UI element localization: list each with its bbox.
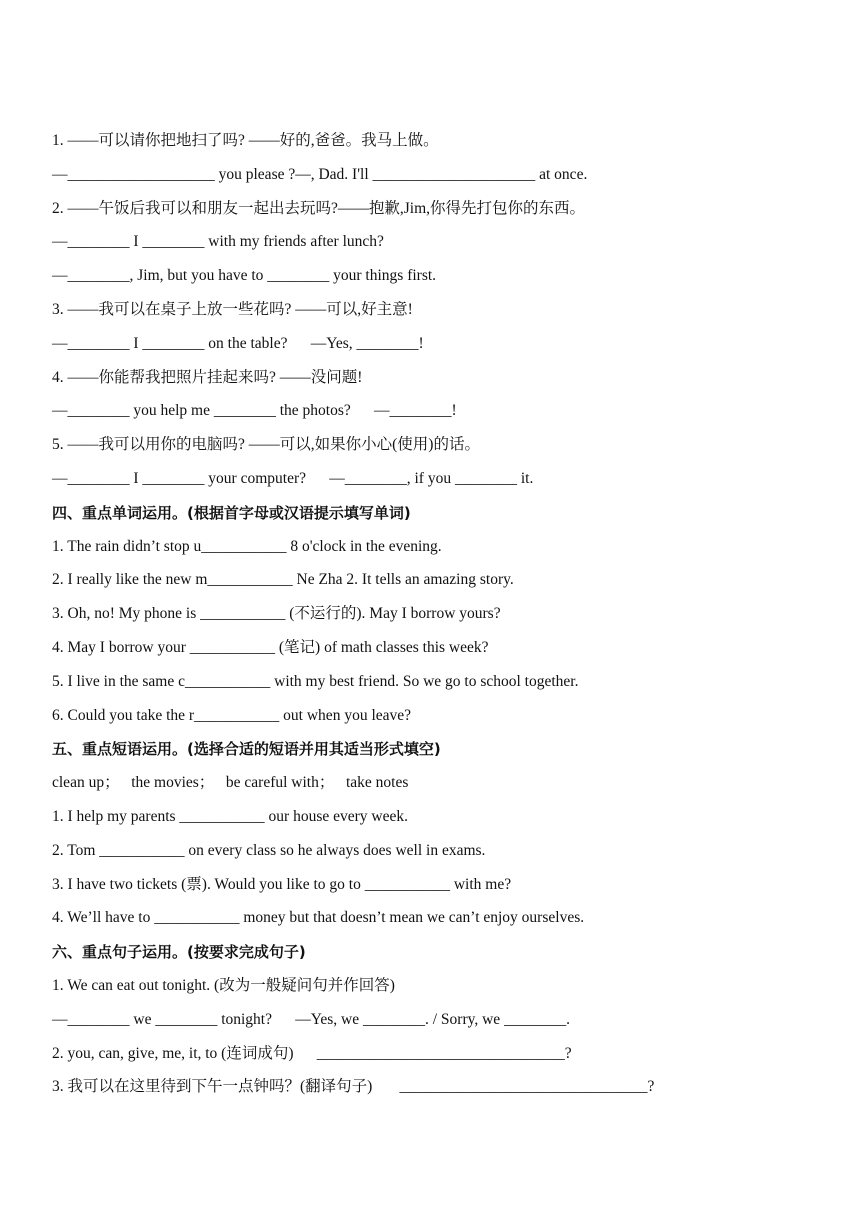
vocab-item-4: 4. May I borrow your ___________ (笔记) of math classes this week?	[52, 638, 489, 656]
sentence-item-3: 3. 我可以在这里待到下午一点钟吗？(翻译句子) ________________________________?	[52, 1078, 655, 1096]
sentence-item-2: 2. you, can, give, me, it, to (连词成句) ________________________________?	[52, 1044, 572, 1062]
question-5-answer: —________ I ________ your computer? —________, if you ________ it.	[52, 469, 534, 487]
question-4-answer: —________ you help me ________ the photos? —________!	[52, 402, 457, 420]
question-2-answer-a: —________ I ________ with my friends after lunch?	[52, 233, 384, 251]
phrase-bank: clean up； the movies； be careful with； take notes	[52, 774, 409, 792]
vocab-item-2: 2. I really like the new m___________ Ne Zha 2. It tells an amazing story.	[52, 571, 514, 589]
worksheet	[52, 128, 832, 1108]
phrase-item-3: 3. I have two tickets (票). Would you like to go to ___________ with me?	[52, 875, 512, 893]
question-3-prompt: 3. ——我可以在桌子上放一些花吗? ——可以,好主意!	[52, 300, 413, 318]
question-5-prompt: 5. ——我可以用你的电脑吗? ——可以,如果你小心(使用)的话。	[52, 436, 480, 454]
sentence-item-1-answer: —________ we ________ tonight? —Yes, we ________. / Sorry, we ________.	[52, 1010, 570, 1028]
section-6-heading: 六、重点句子运用。(按要求完成句子)	[52, 943, 306, 962]
phrase-item-4: 4. We’ll have to ___________ money but that doesn’t mean we can’t enjoy ourselves.	[52, 909, 585, 927]
vocab-item-5: 5. I live in the same c___________ with my best friend. So we go to school together.	[52, 672, 579, 690]
vocab-item-1: 1. The rain didn’t stop u___________ 8 o'clock in the evening.	[52, 537, 442, 555]
vocab-item-6: 6. Could you take the r___________ out when you leave?	[52, 706, 412, 724]
phrase-item-2: 2. Tom ___________ on every class so he always does well in exams.	[52, 841, 486, 859]
question-1-answer: —___________________ you please ?—, Dad. I'll _____________________ at once.	[52, 165, 588, 183]
question-1-prompt: 1. ——可以请你把地扫了吗? ——好的,爸爸。我马上做。	[52, 132, 439, 149]
section-4-heading: 四、重点单词运用。(根据首字母或汉语提示填写单词)	[52, 503, 411, 522]
question-2-prompt: 2. ——午饭后我可以和朋友一起出去玩吗?——抱歉,Jim,你得先打包你的东西。	[52, 199, 586, 217]
question-4-prompt: 4. ——你能帮我把照片挂起来吗? ——没问题!	[52, 368, 363, 386]
sentence-item-1: 1. We can eat out tonight. (改为一般疑问句并作回答)	[52, 976, 395, 994]
vocab-item-3: 3. Oh, no! My phone is ___________ (不运行的). May I borrow yours?	[52, 605, 501, 623]
section-5-heading: 五、重点短语运用。(选择合适的短语并用其适当形式填空)	[52, 740, 441, 759]
phrase-item-1: 1. I help my parents ___________ our house every week.	[52, 807, 408, 825]
question-3-answer: —________ I ________ on the table? —Yes, ________!	[52, 334, 424, 352]
question-2-answer-b: —________, Jim, but you have to ________ your things first.	[52, 267, 437, 285]
